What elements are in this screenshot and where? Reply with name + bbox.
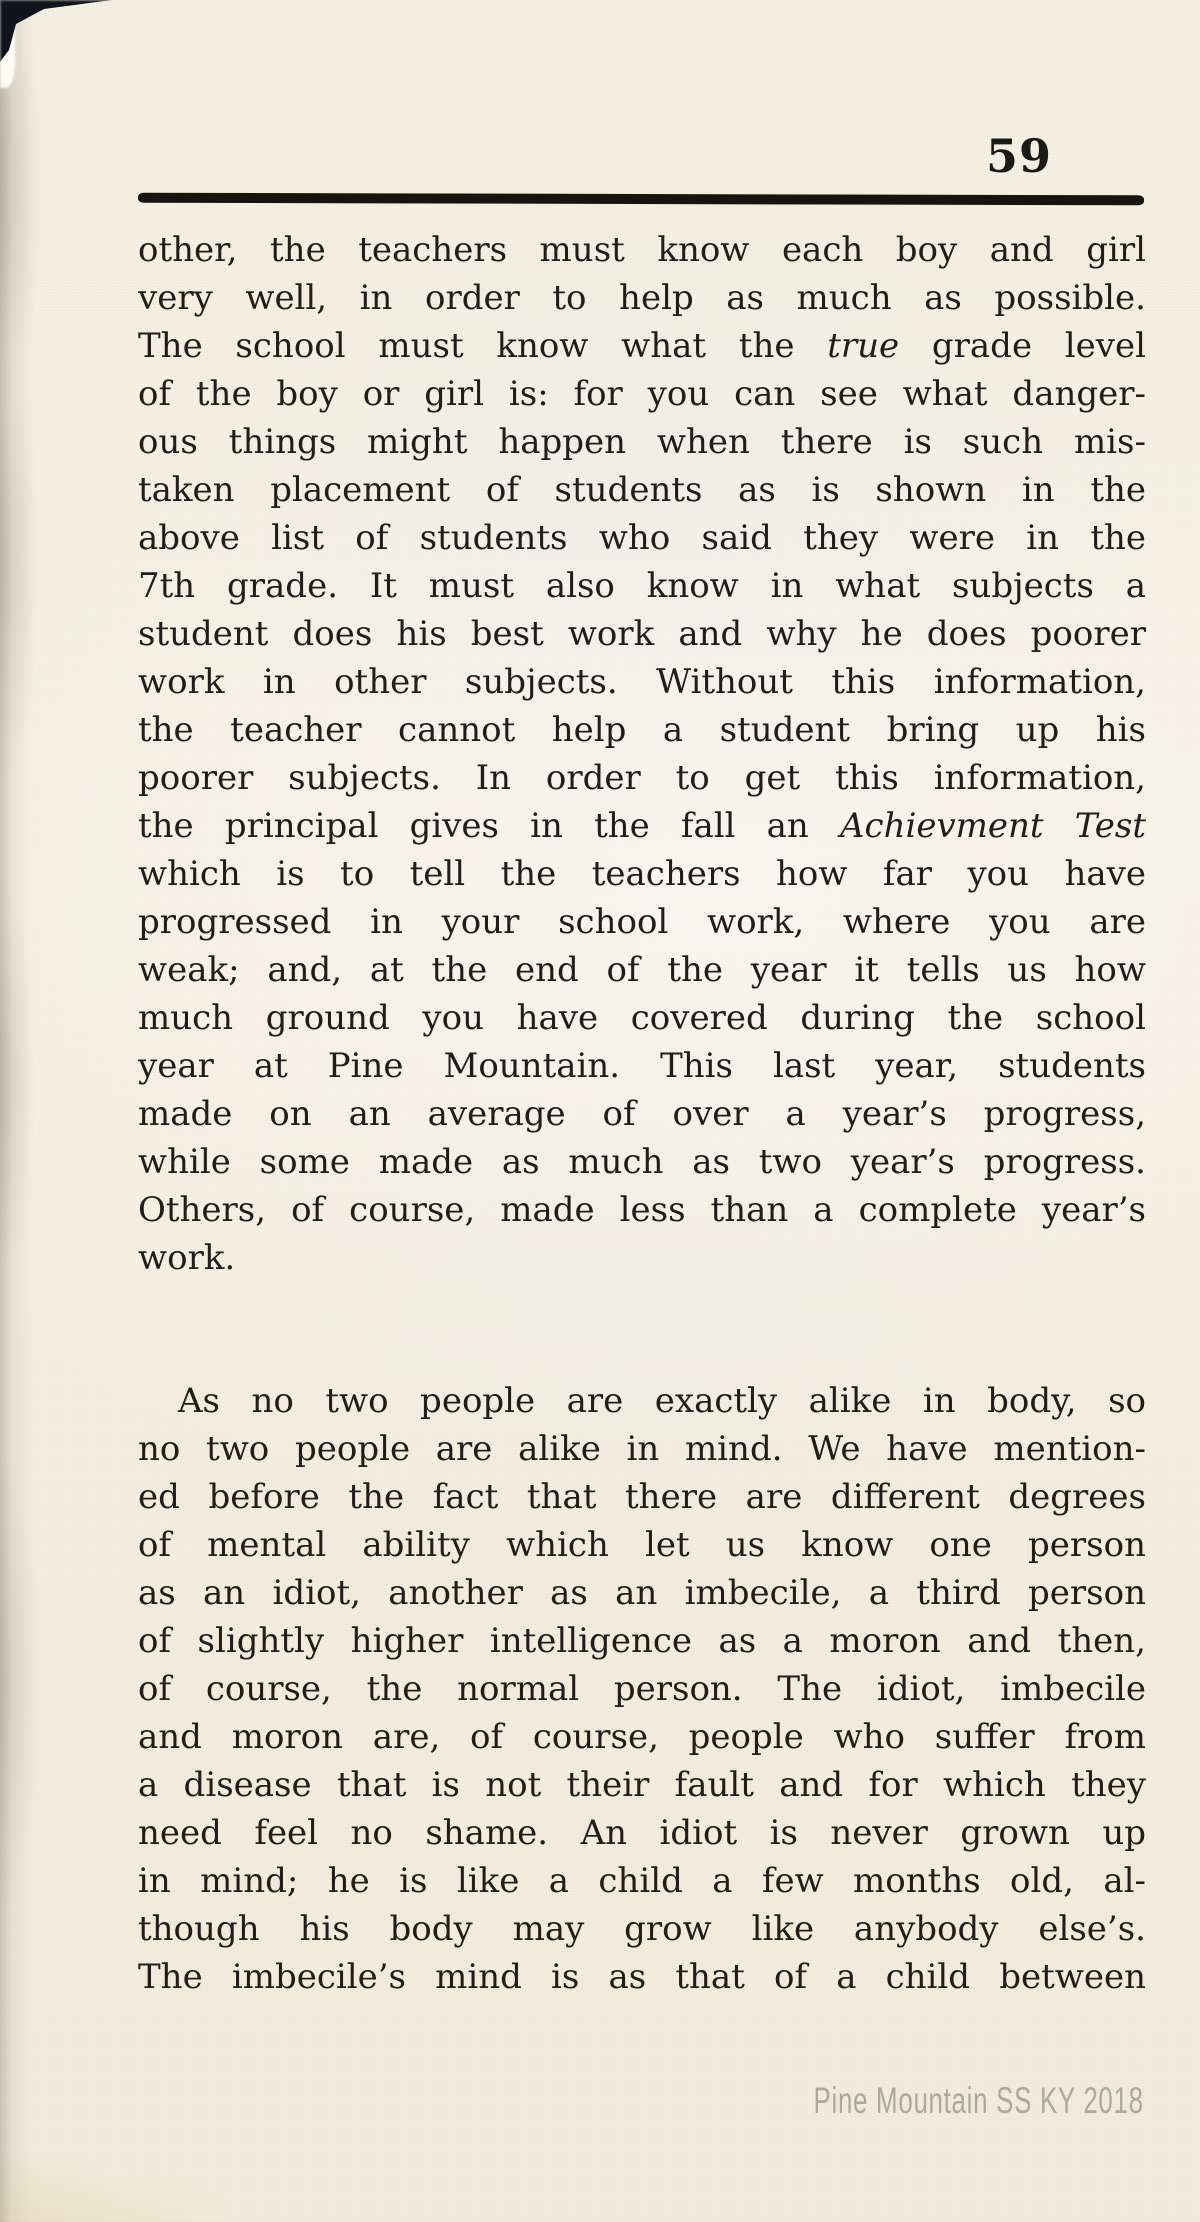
text-line: no two people are alike in mind. We have mention- — [138, 1429, 1146, 1469]
text-line: the principal gives in the fall an Achievment Test — [138, 806, 1146, 846]
page-edge-left — [0, 0, 40, 2222]
text-line: while some made as much as two year’s progress. — [138, 1142, 1146, 1182]
paragraph — [138, 1377, 1146, 2001]
text-line: progressed in your school work, where you are — [138, 902, 1146, 942]
text-line: which is to tell the teachers how far you have — [138, 854, 1146, 894]
header-rule — [138, 193, 1144, 206]
text-line: work. — [138, 1238, 236, 1278]
text-line: need feel no shame. An idiot is never grown up — [138, 1813, 1146, 1853]
text-line: of mental ability which let us know one person — [138, 1525, 1146, 1565]
text-line: As no two people are exactly alike in body, so — [178, 1381, 1146, 1421]
text-line: of the boy or girl is: for you can see what danger- — [138, 374, 1146, 414]
text-line: as an idiot, another as an imbecile, a third person — [138, 1573, 1146, 1613]
text-line: of slightly higher intelligence as a moron and then, — [138, 1621, 1146, 1661]
text-line: much ground you have covered during the school — [138, 998, 1146, 1038]
text-line: of course, the normal person. The idiot, imbecile — [138, 1669, 1146, 1709]
text-line: above list of students who said they were in the — [138, 518, 1146, 558]
text-line: Others, of course, made less than a complete year’s — [138, 1190, 1146, 1230]
paragraph — [138, 226, 1146, 1282]
text-line: weak; and, at the end of the year it tells us how — [138, 950, 1146, 990]
text-block — [138, 226, 1146, 2001]
text-line: year at Pine Mountain. This last year, students — [138, 1046, 1146, 1086]
text-line: the teacher cannot help a student bring up his — [138, 710, 1146, 750]
text-line: The school must know what the true grade level — [138, 326, 1146, 366]
text-line: student does his best work and why he does poorer — [138, 614, 1146, 654]
text-line: 7th grade. It must also know in what subjects a — [138, 566, 1146, 606]
text-line: ous things might happen when there is such mis- — [138, 422, 1146, 462]
text-line: taken placement of students as is shown in the — [138, 470, 1146, 510]
text-line: a disease that is not their fault and for which they — [138, 1765, 1146, 1805]
text-line: The imbecile’s mind is as that of a child between — [138, 1957, 1146, 1997]
text-line: very well, in order to help as much as possible. — [138, 278, 1146, 318]
watermark: Pine Mountain SS KY 2018 — [813, 2080, 1144, 2121]
text-line: ed before the fact that there are different degrees — [138, 1477, 1146, 1517]
text-line: in mind; he is like a child a few months old, al- — [138, 1861, 1146, 1901]
text-line: work in other subjects. Without this information, — [138, 662, 1146, 702]
text-line: poorer subjects. In order to get this information, — [138, 758, 1146, 798]
text-line: though his body may grow like anybody else’s. — [138, 1909, 1146, 1949]
text-line: and moron are, of course, people who suffer from — [138, 1717, 1146, 1757]
text-line: made on an average of over a year’s progress, — [138, 1094, 1146, 1134]
text-line: other, the teachers must know each boy and girl — [138, 230, 1146, 270]
page-number: 59 — [986, 129, 1053, 183]
paper-stain — [0, 2086, 280, 2222]
